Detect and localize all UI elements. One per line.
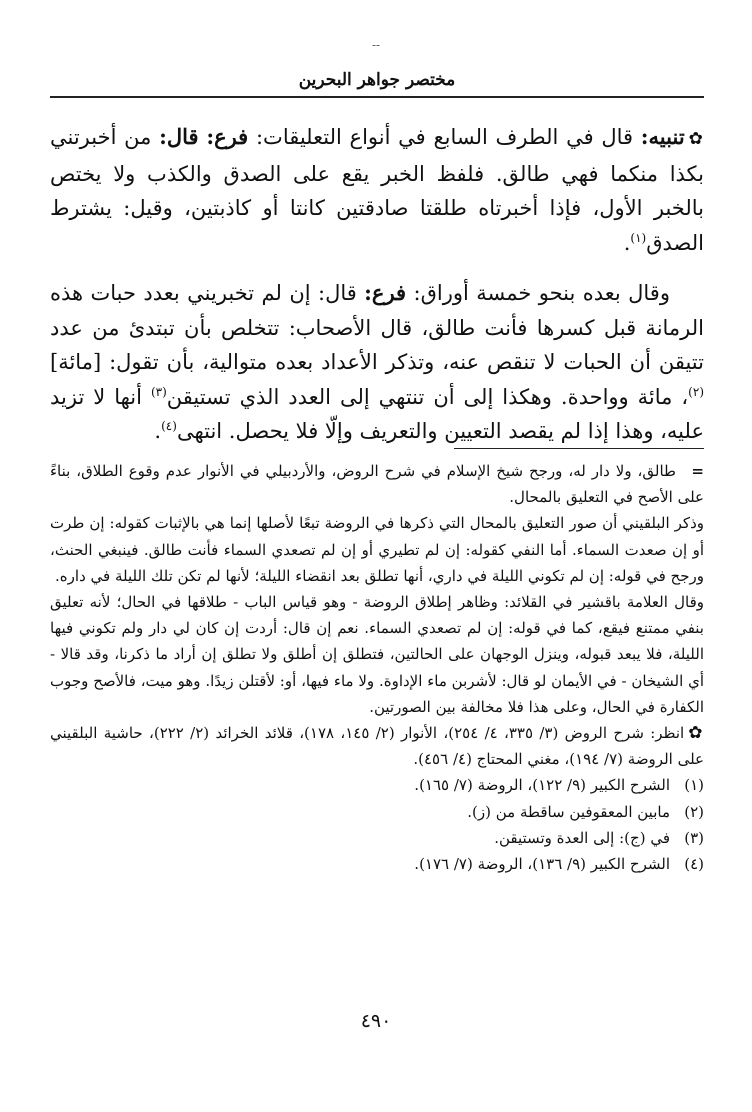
paragraph-tanbih (50, 120, 704, 260)
para2-end: . (154, 419, 162, 443)
continuation-marker: = (691, 462, 704, 480)
para1-end: . (623, 230, 631, 255)
note-text-1: طالق، ولا دار له، ورجح شيخ الإسلام في شرح الروض، والأردبيلي في الأنوار عدم وقوع الطلاق، بناءً على الأصح في التعليق بالمحال. (50, 462, 704, 507)
footnote-ref-3[interactable]: (٣) (150, 384, 167, 399)
footnote-2 (50, 799, 704, 825)
footnote-4 (50, 851, 704, 877)
page-number: ٤٩٠ (360, 1010, 392, 1032)
footnote-divider (454, 448, 704, 449)
footnote-1 (50, 772, 704, 798)
flower-bullet-icon: ✿ (688, 129, 704, 149)
note-sources (50, 720, 704, 772)
footnote-text: مابين المعقوفين ساقطة من (ز). (467, 802, 670, 821)
note-paragraph-3: وقال العلامة باقشير في القلائد: وظاهر إطلاق الروضة - وهو قياس الباب - طلاقها في الحال؛ لأنه تعليق بنفي ممتنع فيقع، كما في قوله: إن لم تصعدي السماء. نعم إن قال: أردت إن كان لي دار ولم تكوني فيها الليلة، فلا يبعد قبوله، وينزل الوجهان على الحالتين، فتطلق إن أطلق ولا تطلق إن أراد ما ذكرنا، وقد قالا - أي الشيخان - في الأيمان لو قال: لأشربن ماء الإداوة. ولا ماء فيها، أو: لأقتلن زيدًا. وهو ميت، فالأصح وجوب الكفارة في الحال، وعلى هذا فلا مخالفة بين الصورتين. (50, 593, 704, 716)
footnote-ref-2[interactable]: (٢) (688, 384, 704, 399)
running-title: مختصر جواهر البحرين (50, 70, 704, 98)
footnote-ref-1[interactable]: (١) (630, 230, 647, 245)
para2-text-4: أنها لا تزيد عليه، وهذا إذا لم يقصد التعيين والتعريف وإلّا فلا يحصل. انتهى (50, 384, 704, 443)
main-text (50, 120, 704, 465)
flower-bullet-icon: ✿ (688, 723, 704, 744)
para2-text-1: وقال بعده بنحو خمسة أوراق: (413, 281, 670, 305)
footnote-3 (50, 825, 704, 851)
top-mark: -- (371, 38, 381, 52)
qal-label: قال: (159, 124, 199, 149)
paragraph-pomegranate (50, 276, 704, 449)
para1-text-1: قال في الطرف السابع في أنواع التعليقات: (255, 125, 634, 149)
para1-text-2: من أخبرتني بكذا منكما فهي طالق. فلفظ الخبر يقع على الصدق والكذب ولا يختص بالخبر الأول، فإذا أخبرتاه طلقتا صادقتين كانتا أو كاذبتين، وقيل: يشترط الصدق (50, 125, 704, 255)
tanbih-label: تنبيه: (640, 124, 685, 149)
notes-section (50, 458, 704, 877)
para2-text-2: قال: إن لم تخبريني بعدد حبات هذه الرمانة قبل كسرها فأنت طالق، قال الأصحاب: تتخلص بأن تبتدئ من عدد تتيقن أن الحبات لا تنقص عنه، وتذكر الأعداد بعده متوالية، بأن تقول: [مائة] (50, 281, 704, 374)
footnote-text: في (ج): إلى العدة وتستيقن. (494, 828, 670, 847)
footnote-number: (٣) (684, 828, 704, 847)
para2-text-3: ، مائة وواحدة. وهكذا إلى أن تنتهي إلى العدد الذي تستيقن (166, 384, 689, 409)
footnote-number: (٢) (684, 802, 704, 821)
footnote-text: الشرح الكبير (٩/ ١٢٢)، الروضة (٧/ ١٦٥). (414, 776, 670, 795)
far-label-2: فرع: (364, 280, 407, 305)
footnote-ref-4[interactable]: (٤) (161, 419, 177, 433)
footnote-number: (١) (684, 776, 704, 795)
footnote-number: (٤) (684, 855, 704, 874)
note-continuation (50, 458, 704, 510)
note-sources-text: انظر: شرح الروض (٣/ ٣٣٥، ٤/ ٢٥٤)، الأنوار (٢/ ١٤٥، ١٧٨)، قلائد الخرائد (٢/ ٢٢٢)، حاشية البلقيني على الروضة (٧/ ١٩٤)، مغني المحتاج (٤/ ٤٥٦). (50, 724, 704, 769)
note-paragraph-2: وذكر البلقيني أن صور التعليق بالمحال التي ذكرها في الروضة تبعًا لأصلها إنما هي بالإثبات كقوله: إن طرت أو إن صعدت السماء. أما النفي كقوله: إن لم تطيري أو إن لم تصعدي السماء فأنت طالق. فينبغي الحنث، ورجح في قوله: إن لم تكوني الليلة في داري، أنها تطلق بعد انقضاء الليلة؛ لأنها لم تكن تلك الليلة في داره. (50, 514, 704, 585)
far-label: فرع: (206, 124, 249, 149)
footnote-text: الشرح الكبير (٩/ ١٣٦)، الروضة (٧/ ١٧٦). (414, 855, 670, 874)
